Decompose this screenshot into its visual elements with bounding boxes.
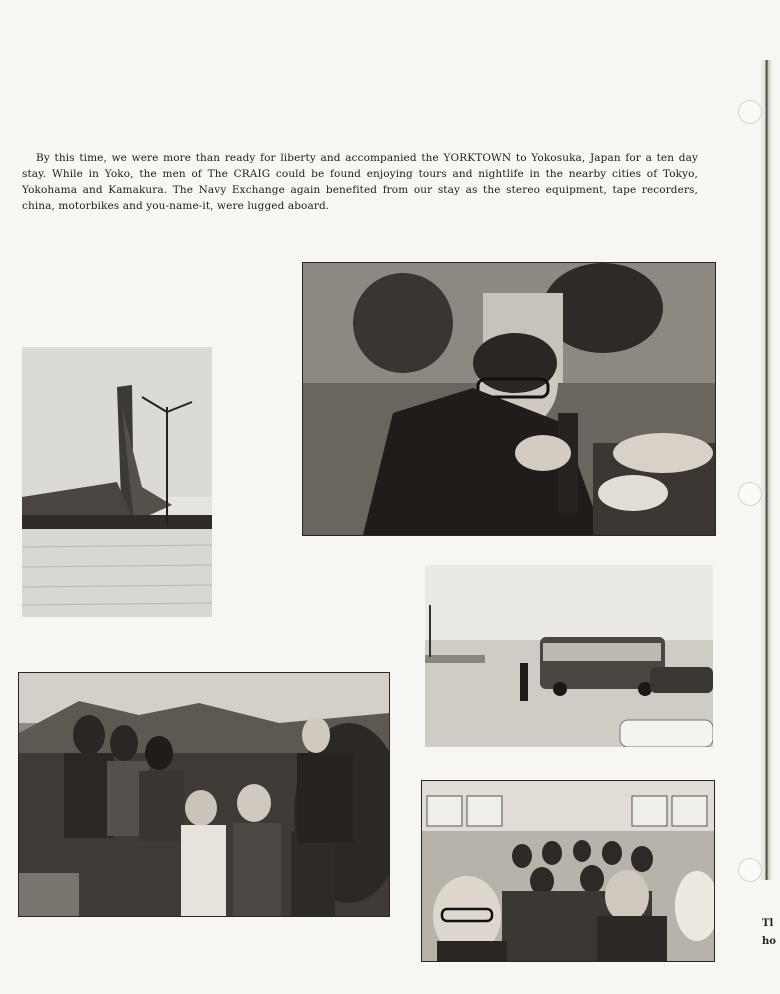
- narrative-paragraph: By this time, we were more than ready for liberty and accompanied the YORKTOWN to Yokosuka, Japan for a ten day stay. While in Yoko, the men of The CRAIG could be found enjoying tours and nightlife in the nearby cities of Tokyo, Yokohama and Kamakura. The Navy Exchange again benefited from our stay as the stereo equipment, tape recorders, china, motorbikes and you-name-it, were lugged aboard.: [22, 152, 698, 212]
- photo-stadium: [22, 347, 212, 617]
- adjacent-page-text: Tl: [762, 918, 774, 929]
- photo-bus-parking-lot: [425, 565, 713, 747]
- photo-group-children: [18, 672, 390, 917]
- narrative-text: [22, 150, 698, 214]
- punch-hole: [738, 100, 762, 124]
- adjacent-page-edge: [760, 60, 772, 880]
- adjacent-page-text: ho: [762, 936, 776, 947]
- photo-bus-interior: [421, 780, 715, 962]
- punch-hole: [738, 482, 762, 506]
- punch-hole: [738, 858, 762, 882]
- photo-sailor-dining: [302, 262, 716, 536]
